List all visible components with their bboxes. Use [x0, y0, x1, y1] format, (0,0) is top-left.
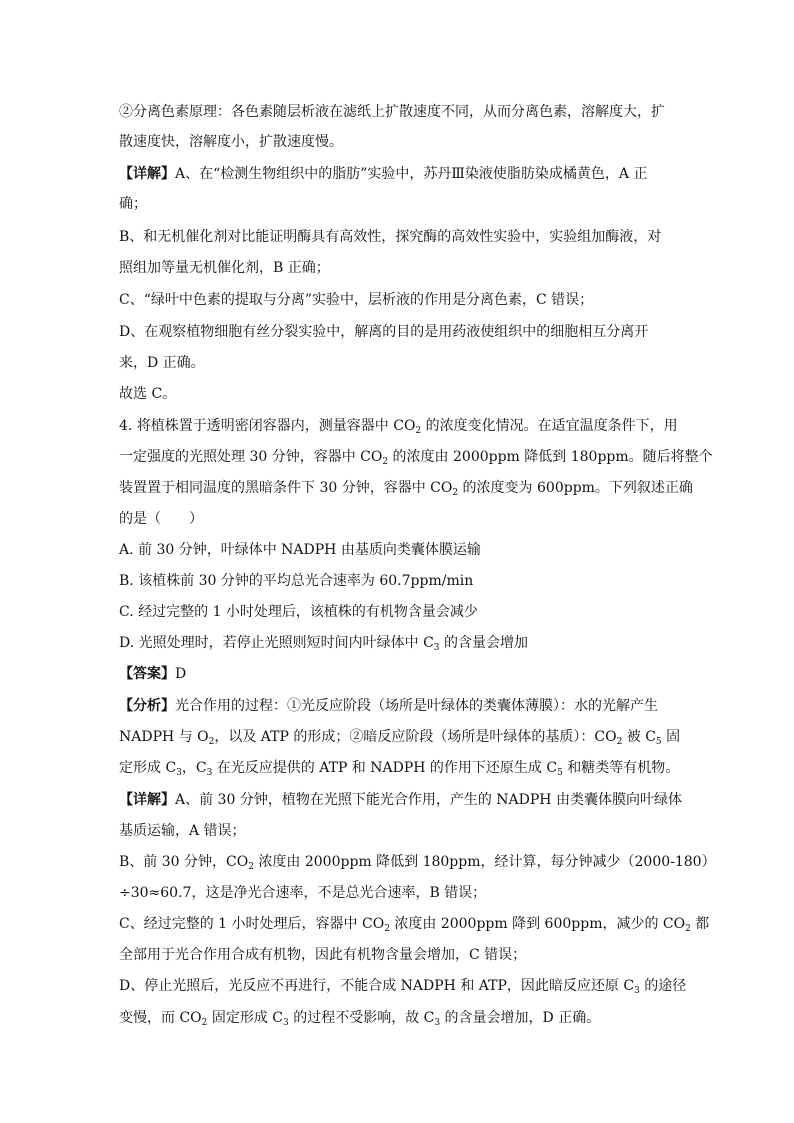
analysis-line-2: NADPH 与 $O_2$，以及 ATP 的形成；②暗反应阶段（场所是叶绿体的基质）：$CO_2$ 被 $C_5$ 固: [119, 729, 681, 747]
analysis-line-3: 定形成 $C_3$，$C_3$ 在光反应提供的 ATP 和 NADPH 的作用下还原生成 $C_5$ 和糖类等有机物。: [119, 760, 680, 778]
q4-stem-line-2: 一定强度的光照处理 30 分钟，容器中 $CO_2$ 的浓度由 2000ppm 降低到 180ppm。随后将整个: [119, 449, 713, 467]
q3-conclusion: 故选 C。: [119, 386, 177, 402]
option-a: A. 前 30 分钟，叶绿体中 NADPH 由基质向类囊体膜运输: [119, 542, 481, 558]
q3-detail-a-line-2: 确；: [119, 196, 147, 212]
q4-stem-line-3: 装置置于相同温度的黑暗条件下 30 分钟，容器中 $CO_2$ 的浓度变为 600ppm。下列叙述正确: [119, 480, 693, 498]
option-b: B. 该植株前 30 分钟的平均总光合速率为 60.7ppm/min: [119, 573, 474, 589]
detail-d-line-1: D、停止光照后，光反应不再进行，不能合成 NADPH 和 ATP，因此暗反应还原 $C_3$ 的途径: [119, 978, 687, 996]
option-d: D. 光照处理时，若停止光照则短时间内叶绿体中 $C_3$ 的含量会增加: [119, 635, 528, 653]
detail-tag: 【详解】: [119, 166, 175, 182]
analysis-point-2-line-2: 散速度快，溶解度小，扩散速度慢。: [119, 134, 343, 150]
q4-stem-line-4: 的是（ ）: [119, 511, 203, 527]
q3-detail-d-line-1: D、在观察植物细胞有丝分裂实验中，解离的目的是用药液使组织中的细胞相互分离开: [119, 324, 649, 340]
detail-b-line-1: B、前 30 分钟，$CO_2$ 浓度由 2000ppm 降低到 180ppm，经计算，每分钟减少（2000-180）: [119, 854, 716, 872]
q3-detail-b-line-2: 照组加等量无机催化剂，B 正确；: [119, 260, 330, 276]
option-c: C. 经过完整的 1 小时处理后，该植株的有机物含量会减少: [119, 604, 478, 620]
detail-tag-2: 【详解】: [119, 792, 175, 808]
answer-tag: 【答案】: [119, 666, 175, 682]
detail-b-line-2: ÷30≈60.7，这是净光合速率，不是总光合速率，B 错误；: [119, 885, 487, 901]
analysis-line-1: 【分析】光合作用的过程：①光反应阶段（场所是叶绿体的类囊体薄膜）：水的光解产生: [119, 698, 658, 714]
q3-detail-d-line-2: 来，D 正确。: [119, 355, 205, 371]
q3-detail-b-line-1: B、和无机催化剂对比能证明酶具有高效性，探究酶的高效性实验中，实验组加酶液，对: [119, 229, 662, 245]
detail-a-line-1: 【详解】A、前 30 分钟，植物在光照下能光合作用，产生的 NADPH 由类囊体膜向叶绿体: [119, 792, 682, 808]
detail-c-line-1: C、经过完整的 1 小时处理后，容器中 $CO_2$ 浓度由 2000ppm 降到 600ppm，减少的 $CO_2$ 都: [119, 916, 710, 934]
q4-stem-line-1: 4. 将植株置于透明密闭容器内，测量容器中 $CO_2$ 的浓度变化情况。在适宜温度条件下，用: [119, 418, 678, 436]
detail-a-line-2: 基质运输，A 错误；: [119, 823, 246, 839]
q3-detail-a-line-1: 【详解】A、在“检测生物组织中的脂肪”实验中，苏丹Ⅲ染液使脂肪染成橘黄色，A 正: [119, 166, 648, 182]
q3-detail-c: C、“绿叶中色素的提取与分离”实验中，层析液的作用是分离色素，C 错误；: [119, 292, 594, 308]
analysis-tag: 【分析】: [119, 698, 175, 714]
answer-line: 【答案】D: [119, 666, 187, 682]
detail-d-line-2: 变慢，而 $CO_2$ 固定形成 $C_3$ 的过程不受影响，故 $C_3$ 的含量会增加，D 正确。: [119, 1010, 601, 1028]
analysis-point-2-line-1: ②分离色素原理：各色素随层析液在滤纸上扩散速度不同，从而分离色素，溶解度大，扩: [119, 104, 665, 120]
detail-c-line-2: 全部用于光合作用合成有机物，因此有机物含量会增加，C 错误；: [119, 947, 527, 963]
